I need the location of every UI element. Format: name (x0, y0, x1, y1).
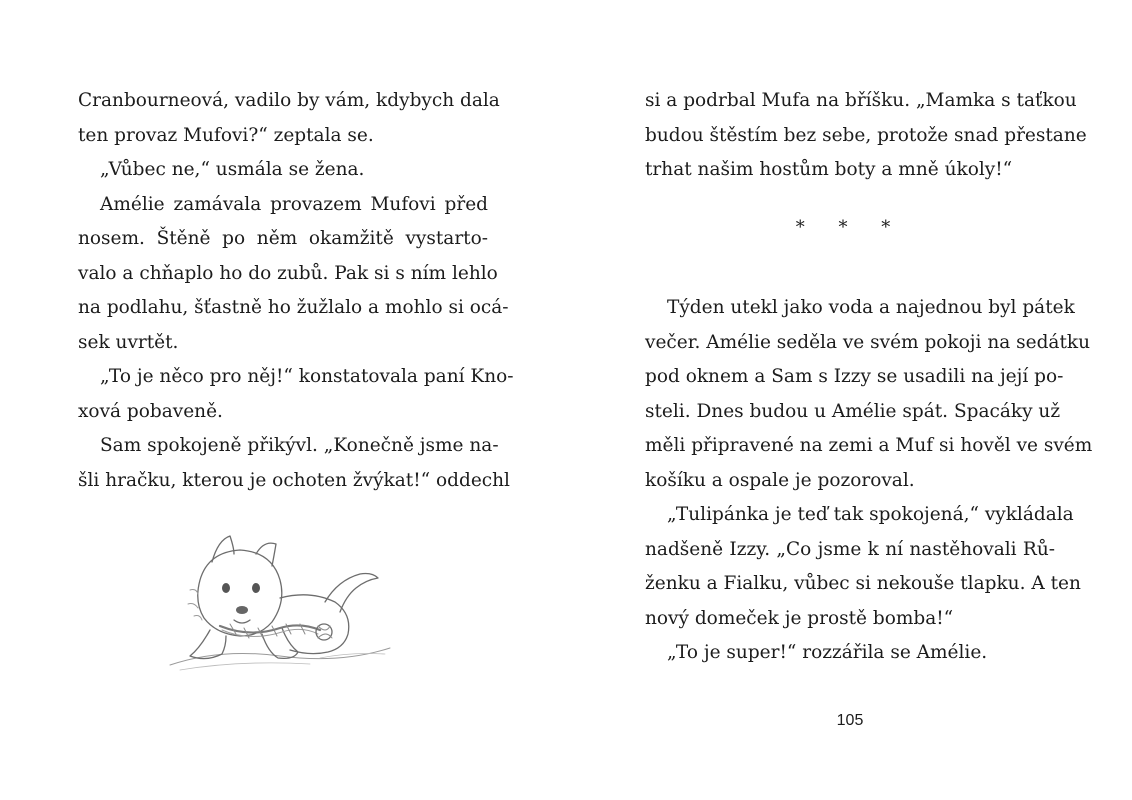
text-line: steli. Dnes budou u Amélie spát. Spacáky už (645, 401, 1061, 422)
text-line: ten provaz Mufovi?“ zeptala se. (78, 125, 374, 146)
text-line: měli připravené na zemi a Muf si hověl ve svém (645, 435, 1093, 456)
text-line: xová pobaveně. (78, 401, 223, 422)
text-line: budou štěstím bez sebe, protože snad přestane (645, 125, 1087, 146)
text-line: „To je něco pro něj!“ konstatovala paní Kno- (100, 366, 514, 387)
text-line: ženku a Fialku, vůbec si nekouše tlapku. A ten (645, 573, 1081, 594)
text-line: na podlahu, šťastně ho žužlalo a mohlo si ocá- (78, 297, 509, 318)
text-line: Sam spokojeně přikývl. „Konečně jsme na- (100, 435, 499, 456)
text-line: nadšeně Izzy. „Co jsme k ní nastěhovali Rů- (645, 539, 1055, 560)
text-line: Cranbourneová, vadilo by vám, kdybych dala (78, 90, 500, 111)
text-line: „To je super!“ rozzářila se Amélie. (667, 642, 988, 663)
text-line: Týden utekl jako voda a najednou byl pátek (667, 297, 1075, 318)
section-separator: * * * (795, 217, 905, 238)
text-line: si a podrbal Mufa na bříšku. „Mamka s taťkou (645, 90, 1077, 111)
puppy-chewing-rope-illustration (160, 530, 400, 690)
text-line: košíku a ospale je pozoroval. (645, 470, 915, 491)
text-line: šli hračku, kterou je ochoten žvýkat!“ oddechl (78, 470, 510, 491)
text-line: pod oknem a Sam s Izzy se usadili na její po- (645, 366, 1064, 387)
text-line: „Tulipánka je teď tak spokojená,“ vykládala (667, 504, 1074, 525)
text-line: nový domeček je prostě bomba!“ (645, 608, 954, 629)
text-line: Amélie zamávala provazem Mufovi před (100, 194, 488, 215)
page-number: 105 (836, 712, 864, 729)
text-line: večer. Amélie seděla ve svém pokoji na sedátku (645, 332, 1091, 353)
right-page (645, 0, 1093, 800)
text-line: sek uvrtět. (78, 332, 179, 353)
text-line: valo a chňaplo ho do zubů. Pak si s ním lehlo (78, 263, 498, 284)
text-line: nosem. Štěně po něm okamžitě vystarto- (78, 228, 488, 249)
text-line: „Vůbec ne,“ usmála se žena. (100, 159, 365, 180)
text-line: trhat našim hostům boty a mně úkoly!“ (645, 159, 1013, 180)
